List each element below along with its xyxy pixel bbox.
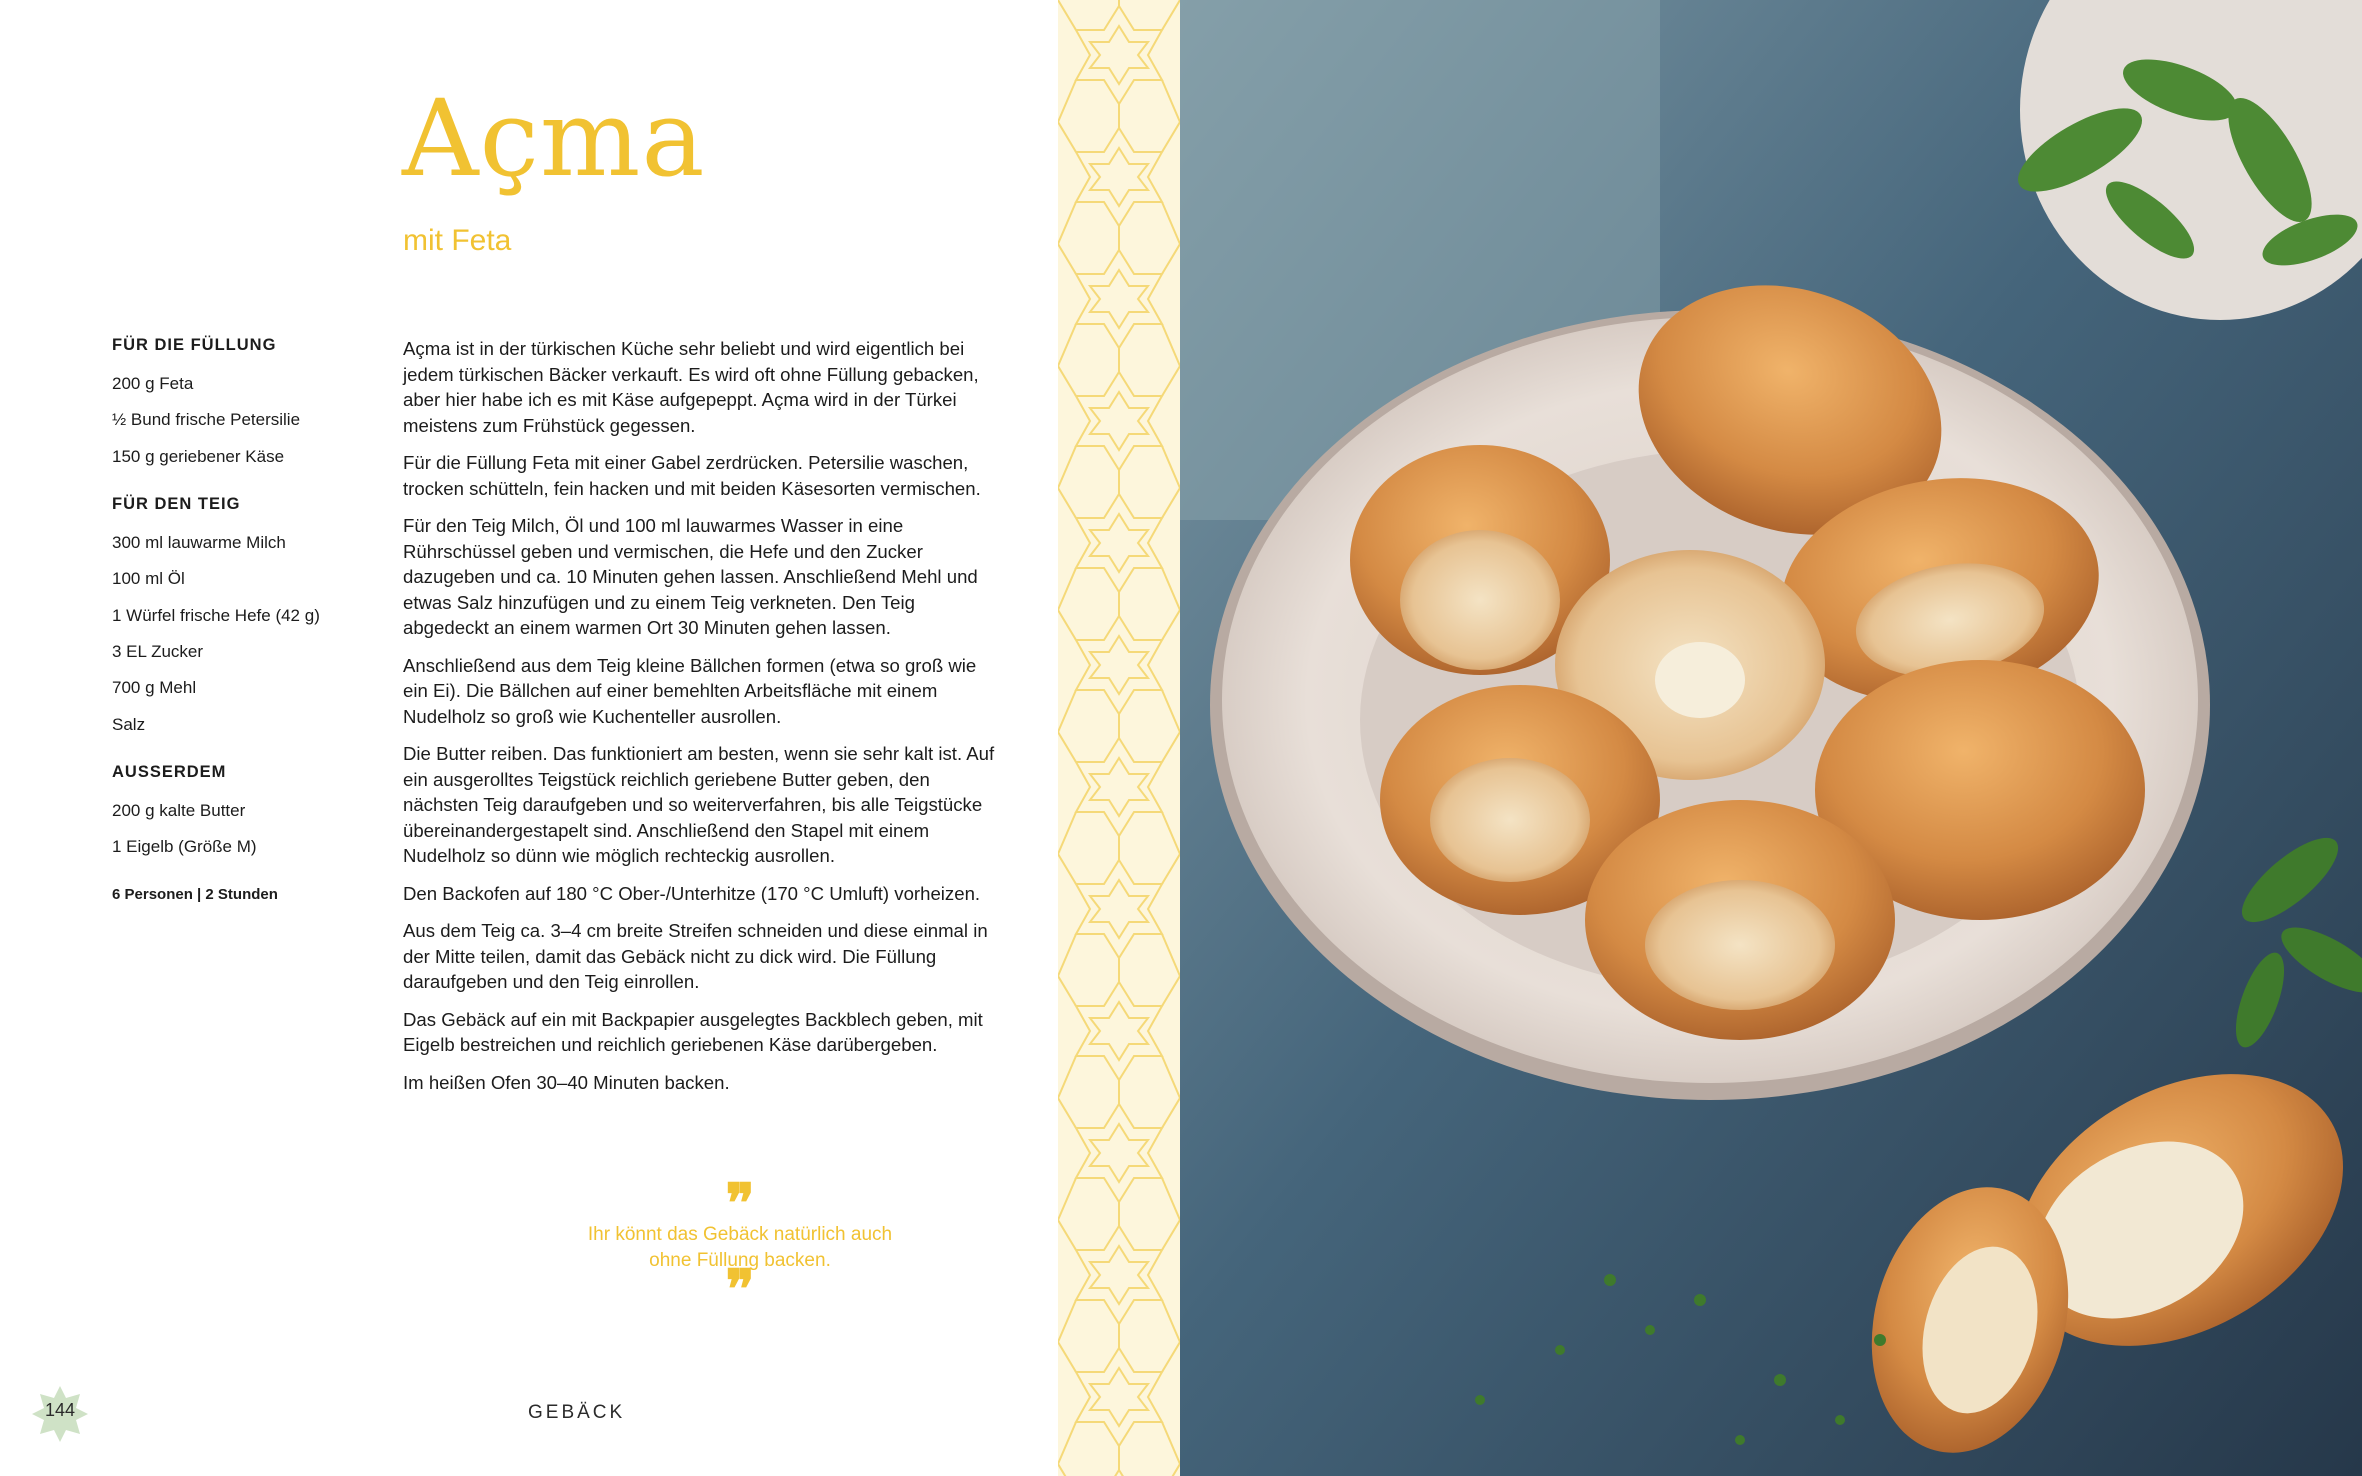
instructions xyxy=(403,336,1003,1107)
ingredient-heading: FÜR DEN TEIG xyxy=(112,494,241,513)
instruction-paragraph: Den Backofen auf 180 °C Ober-/Unterhitze (170 °C Umluft) vorheizen. xyxy=(403,882,981,904)
instruction-paragraph: Für die Füllung Feta mit einer Gabel zerdrücken. Petersilie waschen, trocken schütteln, fein hacken und mit beiden Käsesorten vermischen. xyxy=(403,452,981,499)
recipe-page xyxy=(0,0,1058,1476)
quote-close-icon: ❞ xyxy=(725,1257,755,1321)
ingredient-item: 200 g Feta xyxy=(112,373,194,393)
ingredient-item: 200 g kalte Butter xyxy=(112,800,246,820)
ingredient-group-extra xyxy=(112,763,362,858)
ingredient-item: 100 ml Öl xyxy=(112,569,185,589)
ingredient-item: Salz xyxy=(112,714,146,734)
instruction-paragraph: Açma ist in der türkischen Küche sehr beliebt und wird eigentlich bei jedem türkischen Bäcker verkauft. Es wird oft ohne Füllung gebacken, aber hier habe ich es mit Käse aufgepeppt. Açma wird in der Türkei meistens zum Frühstück gegessen. xyxy=(403,338,979,436)
recipe-subtitle: mit Feta xyxy=(403,224,512,257)
tip-line: ohne Füllung backen. xyxy=(649,1250,831,1271)
quote-open-icon: ❞ xyxy=(725,1171,755,1235)
instruction-paragraph: Anschließend aus dem Teig kleine Bällchen formen (etwa so groß wie ein Ei). Die Bällchen auf einer bemehlten Arbeitsfläche mit einem Nudelholz so groß wie Kuchenteller ausrollen. xyxy=(403,654,977,727)
ingredient-heading: FÜR DIE FÜLLUNG xyxy=(112,336,277,354)
ingredient-group-dough xyxy=(112,495,362,735)
section-footer: GEBÄCK xyxy=(528,1402,626,1423)
instruction-paragraph: Für den Teig Milch, Öl und 100 ml lauwarmes Wasser in eine Rührschüssel geben und vermischen, die Hefe und den Zucker dazugeben und ca. 10 Minuten gehen lassen. Anschließend Mehl und etwas Salz hinzufügen und zu einem Teig verkneten. Den Teig abgedeckt an einem warmen Ort 30 Minuten gehen lassen. xyxy=(403,515,978,638)
instruction-paragraph: Das Gebäck auf ein mit Backpapier ausgelegtes Backblech geben, mit Eigelb bestreichen und reichlich geriebenen Käse darübergeben. xyxy=(403,1008,983,1055)
ingredient-item: 700 g Mehl xyxy=(112,678,197,698)
page-number: 144 xyxy=(44,1400,76,1420)
food-photo xyxy=(1180,0,2362,1476)
recipe-title: Açma xyxy=(402,77,706,200)
tip-quote xyxy=(560,1171,920,1321)
ingredient-heading: AUSSERDEM xyxy=(112,763,227,782)
instruction-paragraph: Die Butter reiben. Das funktioniert am besten, wenn sie sehr kalt ist. Auf ein ausgerolltes Teigstück reichlich geriebene Butter geben, den nächsten Teig daraufgeben und so weiterverfahren, bis alle Teigstücke übereinandergestapelt sind. Anschließend den Stapel mit einem Nudelholz so dünn wie möglich rechteckig ausrollen. xyxy=(403,743,995,866)
ingredient-item: 1 Eigelb (Größe M) xyxy=(112,837,257,857)
ingredients-column xyxy=(112,336,362,904)
ingredient-item: 150 g geriebener Käse xyxy=(112,446,285,466)
ingredient-item: 300 ml lauwarme Milch xyxy=(112,532,286,552)
instruction-paragraph: Im heißen Ofen 30–40 Minuten backen. xyxy=(403,1071,730,1093)
ingredient-group-filling xyxy=(112,336,362,467)
tip-line: Ihr könnt das Gebäck natürlich auch xyxy=(587,1224,893,1245)
ingredient-item: ½ Bund frische Petersilie xyxy=(112,410,301,430)
ingredient-item: 1 Würfel frische Hefe (42 g) xyxy=(112,605,320,625)
servings-time: 6 Personen | 2 Stunden xyxy=(112,885,278,903)
ingredient-item: 3 EL Zucker xyxy=(112,641,204,661)
decorative-pattern-strip xyxy=(1058,0,1180,1476)
instruction-paragraph: Aus dem Teig ca. 3–4 cm breite Streifen schneiden und diese einmal in der Mitte teilen, damit das Gebäck nicht zu dick wird. Die Füllung daraufgeben und den Teig einrollen. xyxy=(403,920,988,992)
